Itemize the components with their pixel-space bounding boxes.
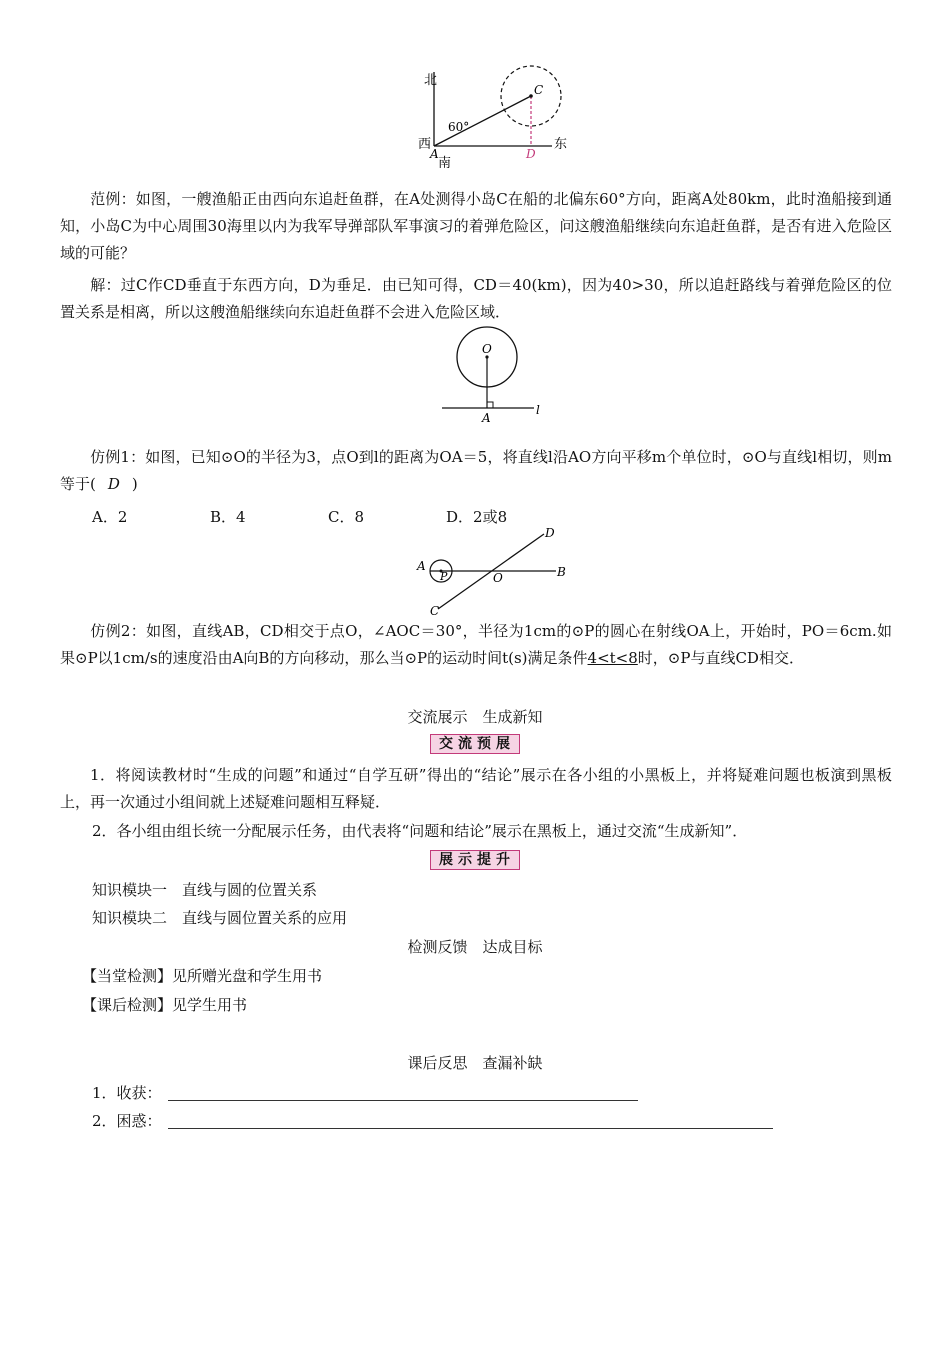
knowledge-module-1: 知识模块一 直线与圆的位置关系 <box>92 881 318 899</box>
practice2-answer: 4<t<8 <box>587 649 638 667</box>
practice1-close: ) <box>131 475 138 493</box>
exchange-item-2: 2．各小组由组长统一分配展示任务，由代表将“问题和结论”展示在黑板上，通过交流“生成新知”． <box>92 822 748 840</box>
practice1-problem <box>60 444 892 498</box>
label-b: B <box>557 565 566 579</box>
knowledge-module-2: 知识模块二 直线与圆位置关系的应用 <box>92 909 348 927</box>
badge-display-improve: 展示提升 <box>430 850 520 870</box>
figure-circle-line <box>440 326 550 428</box>
badge-exchange-preview: 交流预展 <box>430 734 520 754</box>
figure-boat-compass <box>410 64 580 172</box>
label-a: A <box>482 411 491 425</box>
point-d-label: D <box>526 147 536 161</box>
point-a-label: A <box>430 147 439 161</box>
gain-label: 1．收获： <box>92 1084 162 1102</box>
practice1-option-d: D．2或8 <box>446 508 508 526</box>
practice1-option-c: C．8 <box>328 508 365 526</box>
exchange-item-1-text: 1．将阅读教材时“生成的问题”和通过“自学互研”得出的“结论”展示在各小组的小黑板上，并将疑难问题也板演到黑板上，再一次通过小组间就上述疑难问题相互释疑． <box>60 766 892 811</box>
label-o: O <box>482 342 492 356</box>
angle-label: 60° <box>448 120 470 134</box>
class-check: 【当堂检测】见所赠光盘和学生用书 <box>82 967 323 985</box>
east-label: 东 <box>554 137 568 152</box>
confusion-blank[interactable] <box>168 1128 773 1129</box>
west-label: 西 <box>418 137 432 152</box>
label-a: A <box>417 559 426 573</box>
label-d: D <box>545 526 555 540</box>
point-c-label: C <box>534 83 544 97</box>
label-o: O <box>493 571 503 585</box>
after-class-check: 【课后检测】见学生用书 <box>82 996 248 1014</box>
example-solution <box>60 272 892 326</box>
practice2-text: 仿例2：如图，直线AB，CD相交于点O，∠AOC＝30°，半径为1cm的⊙P的圆心在射线OA上，开始时，PO＝6cm.如果⊙P以1cm/s的速度沿由A向B的方向移动，那么当⊙P的运动时间t(s)满足条件 <box>60 622 892 667</box>
gain-blank[interactable] <box>168 1100 638 1101</box>
label-l: l <box>536 403 540 417</box>
section-exchange-title: 交流展示 生成新知 <box>407 708 543 726</box>
label-c: C <box>430 604 440 617</box>
badge-row-2 <box>0 849 950 870</box>
figure-intersecting-lines <box>412 522 577 617</box>
solution-text: 解：过C作CD垂直于东西方向，D为垂足．由已知可得，CD＝40(km)，因为40>30，所以追赶路线与着弹危险区的位置关系是相离，所以这艘渔船继续向东追赶鱼群不会进入危险区域． <box>60 276 892 321</box>
practice1-option-a: A．2 <box>92 508 128 526</box>
practice2-text-after: 时，⊙P与直线CD相交． <box>637 649 804 667</box>
example-problem <box>60 186 892 267</box>
section-check-title: 检测反馈 达成目标 <box>407 938 543 956</box>
section-reflect-title: 课后反思 查漏补缺 <box>407 1054 543 1072</box>
exchange-item-1 <box>60 762 892 816</box>
right-angle-mark <box>487 402 493 408</box>
practice1-text: 仿例1：如图，已知⊙O的半径为3，点O到l的距离为OA＝5，将直线l沿AO方向平移m个单位时，⊙O与直线l相切，则m等于( <box>60 448 892 493</box>
south-label: 南 <box>438 156 452 171</box>
practice1-answer: D <box>107 475 120 493</box>
practice2-problem <box>60 618 892 672</box>
badge-row-1 <box>0 733 950 754</box>
label-p: P <box>440 570 448 583</box>
north-label: 北 <box>424 73 438 88</box>
point-c-dot <box>529 94 533 98</box>
confusion-label: 2．困惑： <box>92 1112 162 1130</box>
practice1-option-b: B．4 <box>210 508 246 526</box>
example-text: 范例：如图，一艘渔船正由西向东追赶鱼群，在A处测得小岛C在船的北偏东60°方向，距离A处80km，此时渔船接到通知，小岛C为中心周围30海里以内为我军导弹部队军事演习的着弹危险区，问这艘渔船继续向东追赶鱼群，是否有进入危险区域的可能？ <box>60 190 892 262</box>
